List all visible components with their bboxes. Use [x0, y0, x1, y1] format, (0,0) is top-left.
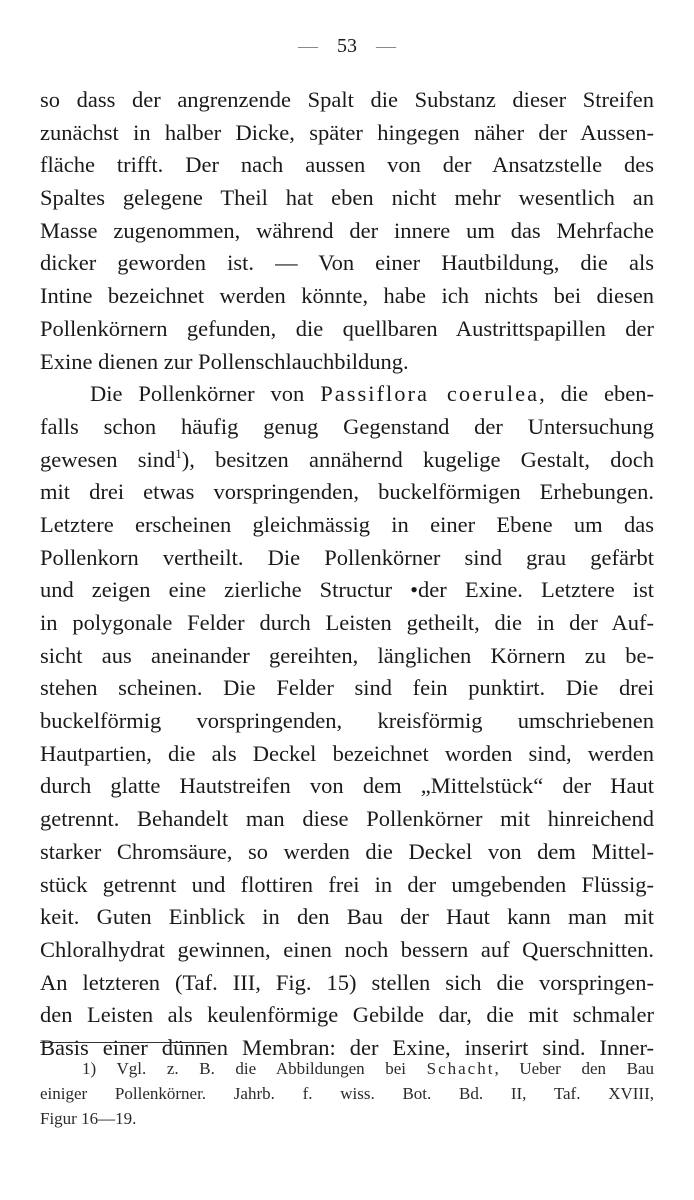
text-line: stück getrennt und flottiren frei in der umgebenden Flüssig-	[40, 871, 654, 897]
text-line: Pollenkorn vertheilt. Die Pollenkörner sind grau gefärbt	[40, 544, 654, 570]
page-number-dash-left: —	[298, 35, 318, 57]
footnote-line	[40, 1056, 654, 1081]
text-line: buckelförmig vorspringenden, kreisförmig umschriebenen	[40, 708, 654, 734]
body-text	[40, 84, 654, 1065]
text-line: dicker geworden ist. — Von einer Hautbildung, die als	[40, 250, 654, 276]
footnotes	[40, 1056, 654, 1131]
text-line: stehen scheinen. Die Felder sind fein punktirt. Die drei	[40, 675, 654, 701]
page-number-dash-right: —	[376, 35, 396, 57]
text-line: Exine dienen zur Pollenschlauchbildung.	[40, 348, 409, 374]
text-line: Chloralhydrat gewinnen, einen noch bessern auf Querschnitten.	[40, 936, 654, 962]
text-line: sicht aus aneinander gereihten, länglichen Körnern zu be-	[40, 642, 654, 668]
text-line: und zeigen eine zierliche Structur •der Exine. Letztere ist	[40, 577, 654, 603]
text-line: in polygonale Felder durch Leisten getheilt, die in der Auf-	[40, 610, 654, 635]
text-run: ), besitzen annähernd kugelige Gestalt, doch	[181, 446, 654, 472]
text-line: so dass der angrenzende Spalt die Substanz dieser Streifen	[40, 87, 654, 112]
page-number: 53	[337, 35, 357, 57]
text-line: mit drei etwas vorspringenden, buckelförmigen Erhebungen.	[40, 479, 654, 505]
author-name: Schacht	[426, 1059, 495, 1078]
text-line: fläche trifft. Der nach aussen von der Ansatzstelle des	[40, 152, 654, 178]
text-run: , die eben-	[539, 381, 654, 407]
text-line-paragraph-start	[40, 378, 654, 411]
text-line: getrennt. Behandelt man diese Pollenkörner mit hinreichend	[40, 806, 654, 832]
text-line: den Leisten als keulenförmige Gebilde dar, die mit schmaler	[40, 1002, 654, 1028]
text-line: falls schon häufig genug Gegenstand der Untersuchung	[40, 413, 654, 439]
text-line: Letztere erscheinen gleichmässig in einer Ebene um das	[40, 511, 654, 537]
text-line: An letzteren (Taf. III, Fig. 15) stellen sich die vorspringen-	[40, 969, 654, 995]
page-header	[0, 34, 694, 58]
text-line	[40, 444, 654, 477]
text-run: gewesen sind	[40, 446, 176, 472]
text-line: durch glatte Hautstreifen von dem „Mittelstück“ der Haut	[40, 773, 654, 799]
text-line: starker Chromsäure, so werden die Deckel von dem Mittel-	[40, 838, 654, 864]
text-line: Pollenkörnern gefunden, die quellbaren Austrittspapillen der	[40, 315, 654, 341]
text-line: Masse zugenommen, während der innere um das Mehrfache	[40, 217, 654, 243]
text-line: Basis einer dünnen Membran: der Exine, inserirt sind. Inner-	[40, 1034, 654, 1060]
text-line: Intine bezeichnet werden könnte, habe ich nichts bei diesen	[40, 283, 654, 309]
text-line: Spaltes gelegene Theil hat eben nicht mehr wesentlich an	[40, 185, 654, 211]
footnote-divider	[40, 1042, 210, 1043]
text-run: 1) Vgl. z. B. die Abbildungen bei	[82, 1059, 427, 1078]
text-line: keit. Guten Einblick in den Bau der Haut kann man mit	[40, 904, 654, 930]
species-name: Passiflora coerulea	[320, 381, 540, 407]
footnote-line: Figur 16—19.	[40, 1109, 137, 1128]
text-run: Die Pollenkörner von	[90, 381, 321, 407]
text-run: , Ueber den Bau	[494, 1059, 654, 1078]
footnote-marker: 1	[175, 445, 182, 461]
footnote-line: einiger Pollenkörner. Jahrb. f. wiss. Bot. Bd. II, Taf. XVIII,	[40, 1084, 654, 1103]
text-line: zunächst in halber Dicke, später hingegen näher der Aussen-	[40, 119, 654, 145]
text-line: Hautpartien, die als Deckel bezeichnet worden sind, werden	[40, 740, 654, 766]
